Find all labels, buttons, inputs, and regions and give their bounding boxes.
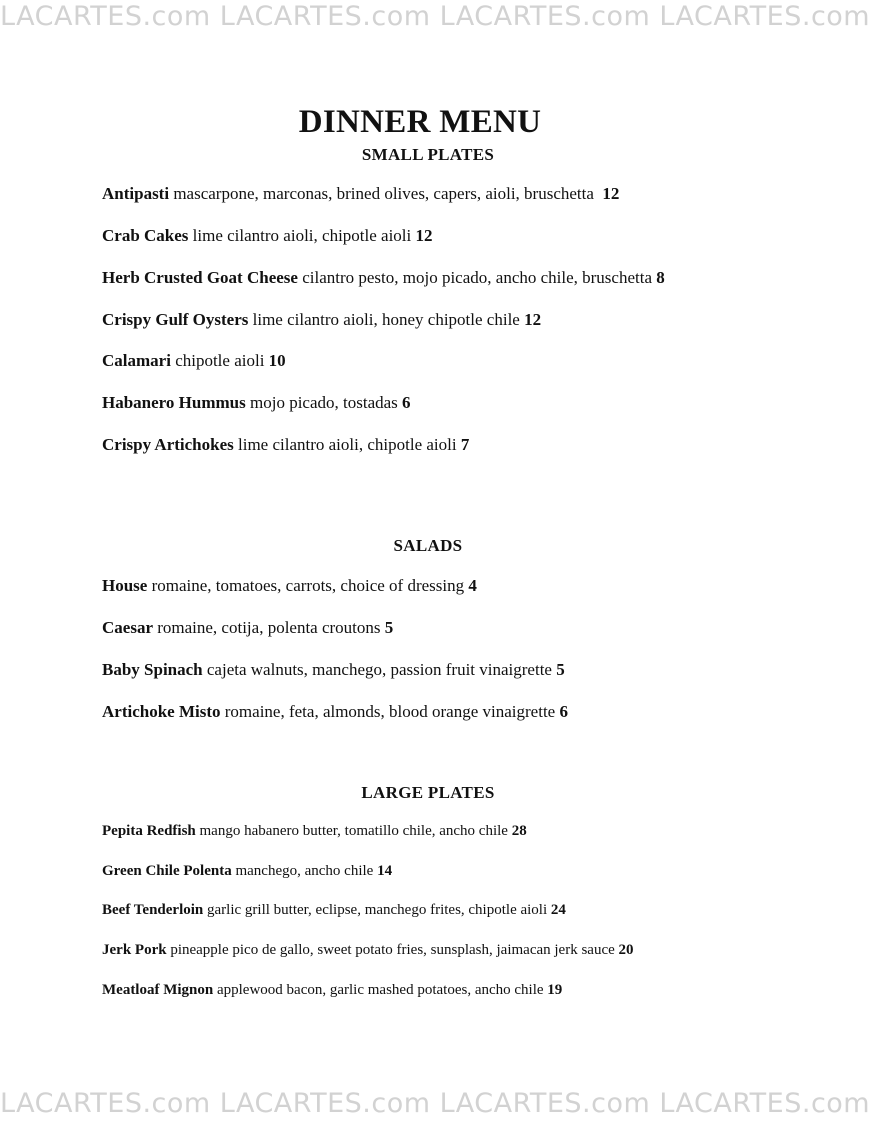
item-description: mascarpone, marconas, brined olives, capers, aioli, bruschetta [173,184,594,203]
item-name: Crab Cakes [102,226,189,245]
item-name: Antipasti [102,184,170,203]
section-heading-large-plates: LARGE PLATES [361,783,495,802]
item-description: lime cilantro aioli, chipotle aioli [192,226,412,245]
menu-item [102,823,842,840]
menu-item [102,863,842,880]
menu-item [102,268,842,288]
menu-item [102,702,842,722]
item-description: pineapple pico de gallo, sweet potato fries, sunsplash, jaimacan jerk sauce [170,942,615,958]
item-price: 7 [460,435,470,454]
item-price: 4 [468,576,477,595]
item-description: manchego, ancho chile [235,863,374,879]
item-price: 6 [559,702,568,721]
item-price: 5 [556,660,565,679]
item-name: Beef Tenderloin [102,902,204,918]
item-price: 12 [602,184,620,203]
menu-item [102,982,842,999]
item-description: romaine, cotija, polenta croutons [157,618,381,637]
menu-item [102,393,842,413]
section-heading-small-plates: SMALL PLATES [361,145,495,164]
item-price: 14 [377,863,393,879]
item-name: Pepita Redfish [102,823,196,839]
item-description: applewood bacon, garlic mashed potatoes, ancho chile [216,982,544,998]
item-description: romaine, tomatoes, carrots, choice of dressing [151,576,465,595]
menu-item [102,226,842,246]
item-name: Artichoke Misto [102,702,221,721]
item-name: Baby Spinach [102,660,203,679]
item-description: mojo picado, tostadas [250,393,398,412]
item-name: House [102,576,148,595]
section-heading-salads: SALADS [393,536,463,555]
item-price: 12 [524,310,542,329]
page-title: DINNER MENU [298,104,542,140]
watermark-top: LACARTES.com LACARTES.com LACARTES.com LACARTES.com [0,1,870,32]
item-price: 12 [415,226,433,245]
item-description: lime cilantro aioli, honey chipotle chile [252,310,520,329]
item-description: garlic grill butter, eclipse, manchego frites, chipotle aioli [207,902,548,918]
menu-item [102,351,842,371]
item-price: 10 [268,351,286,370]
item-description: cilantro pesto, mojo picado, ancho chile, bruschetta [302,268,653,287]
item-name: Jerk Pork [102,942,167,958]
menu-item [102,184,842,204]
item-name: Green Chile Polenta [102,863,232,879]
item-description: mango habanero butter, tomatillo chile, ancho chile [199,823,508,839]
menu-item [102,435,842,455]
item-price: 5 [384,618,394,637]
menu-item [102,310,842,330]
item-name: Herb Crusted Goat Cheese [102,268,298,287]
item-description: chipotle aioli [175,351,265,370]
menu-item [102,660,842,680]
item-price: 8 [656,268,665,287]
menu-item [102,942,842,959]
menu-item [102,576,842,596]
watermark-bottom: LACARTES.com LACARTES.com LACARTES.com LACARTES.com [0,1088,870,1119]
item-price: 20 [618,942,634,958]
item-name: Meatloaf Mignon [102,982,214,998]
item-price: 24 [550,902,566,918]
item-description: cajeta walnuts, manchego, passion fruit vinaigrette [206,660,552,679]
item-name: Calamari [102,351,171,370]
item-price: 19 [547,982,563,998]
item-name: Caesar [102,618,153,637]
item-name: Crispy Gulf Oysters [102,310,249,329]
item-name: Crispy Artichokes [102,435,234,454]
item-name: Habanero Hummus [102,393,246,412]
menu-item [102,618,842,638]
item-description: romaine, feta, almonds, blood orange vinaigrette [224,702,556,721]
item-price: 28 [511,823,527,839]
item-description: lime cilantro aioli, chipotle aioli [238,435,457,454]
item-price: 6 [402,393,411,412]
menu-item [102,902,842,919]
